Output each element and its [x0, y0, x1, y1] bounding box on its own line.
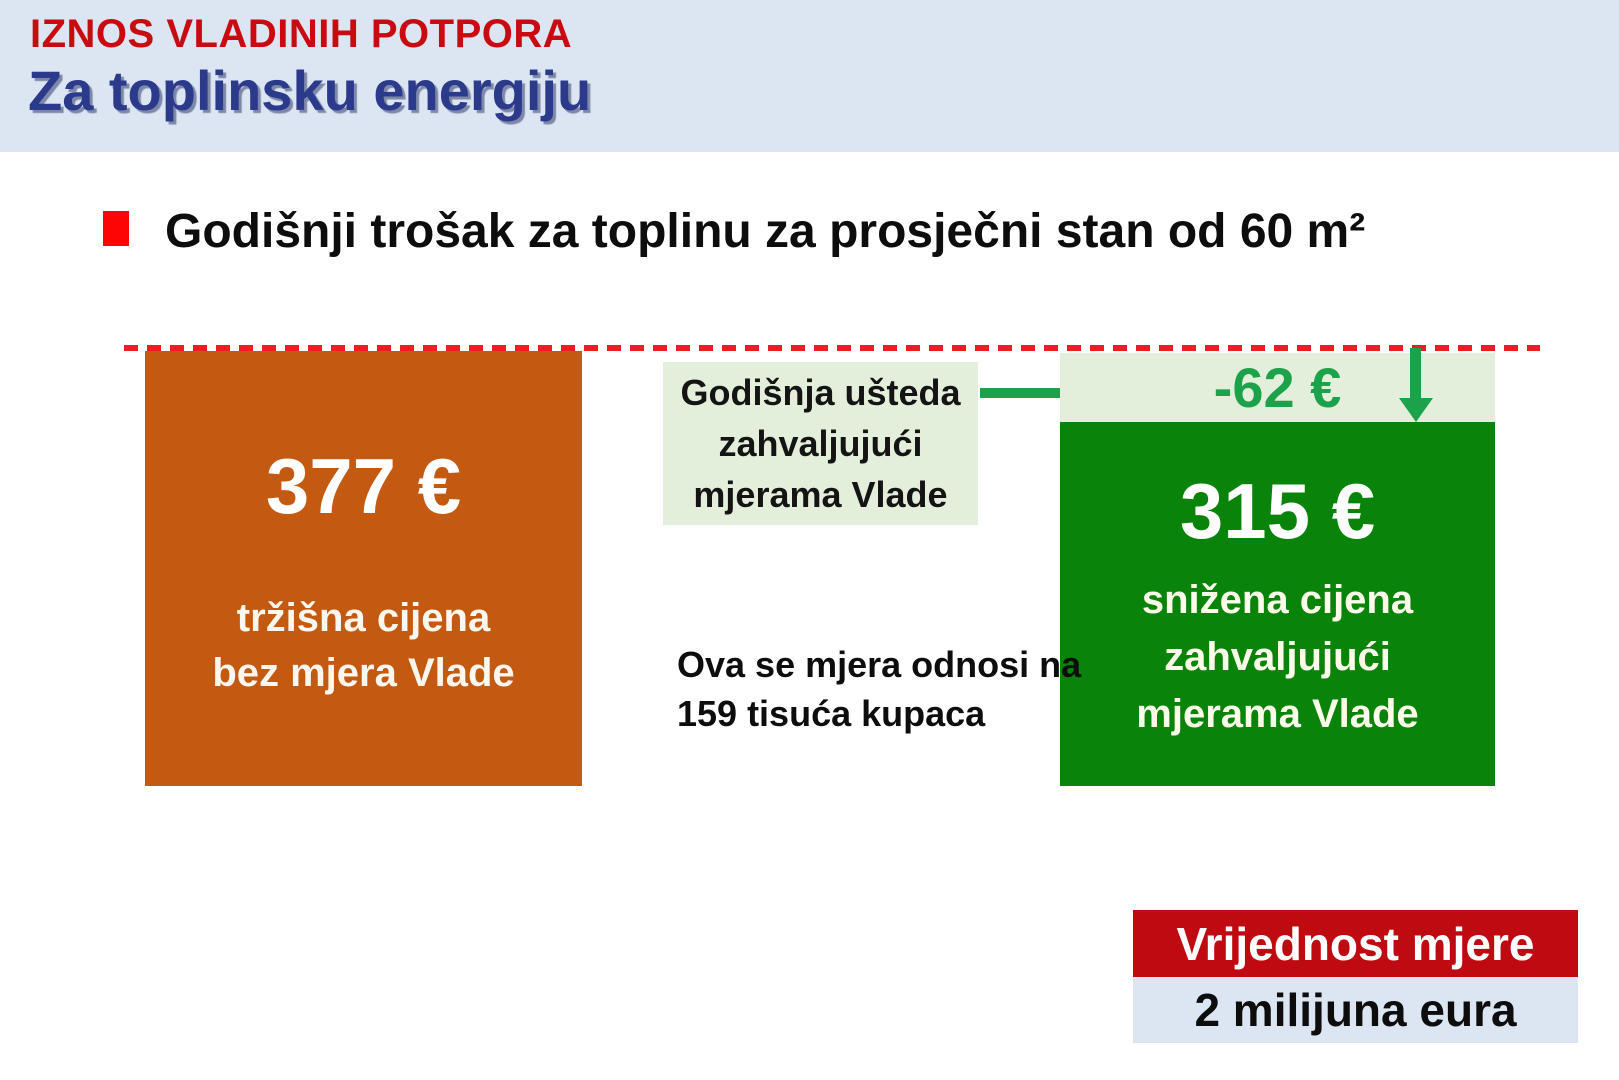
measure-note-line: Ova se mjera odnosi na: [677, 644, 1082, 685]
reduced-price-label: [1060, 572, 1495, 743]
measure-value-header: Vrijednost mjere: [1133, 910, 1578, 977]
market-price-label-line: tržišna cijena: [236, 596, 491, 640]
reduced-price-label-line: mjerama Vlade: [1136, 692, 1419, 736]
market-price-value: 377 €: [265, 442, 462, 530]
market-price-label-line: bez mjera Vlade: [212, 651, 515, 695]
savings-label-box: [663, 362, 978, 525]
savings-label-line: mjerama Vlade: [693, 474, 948, 515]
measure-value-amount: 2 milijuna eura: [1133, 977, 1578, 1043]
bullet-square-icon: [103, 211, 129, 246]
market-price-label: [145, 591, 582, 701]
savings-label-line: zahvaljujući: [718, 423, 923, 464]
down-arrow-head-icon: [1399, 398, 1433, 422]
measure-note: [677, 640, 1081, 738]
reduced-price-label-line: zahvaljujući: [1164, 635, 1391, 679]
savings-label-line: Godišnja ušteda: [680, 372, 961, 413]
reduced-price-bar: [1060, 422, 1495, 786]
savings-amount: -62 €: [1213, 356, 1342, 419]
market-price-bar: [145, 351, 582, 786]
measure-note-line: 159 tisuća kupaca: [677, 693, 986, 734]
reduced-price-label-line: snižena cijena: [1141, 578, 1414, 622]
bullet-heading: Godišnji trošak za toplinu za prosječni stan od 60 m²: [165, 205, 1366, 258]
slide-kicker: IZNOS VLADINIH POTPORA: [30, 12, 573, 56]
reduced-price-value: 315 €: [1179, 467, 1376, 555]
right-arrow-icon: [980, 388, 1068, 398]
down-arrow-icon: [1410, 348, 1421, 401]
page-title: Za toplinsku energiju: [28, 59, 592, 122]
